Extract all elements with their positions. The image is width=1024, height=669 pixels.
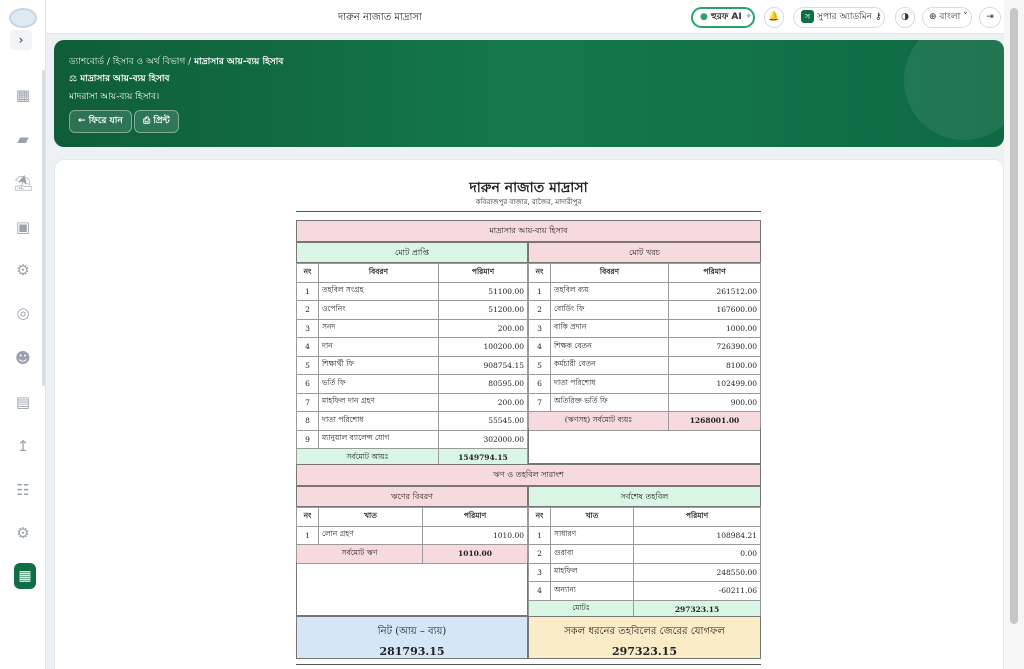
cell-amount: 1000.00 [669, 319, 761, 338]
logout-icon[interactable]: ⇥ [979, 7, 1001, 28]
cell-sl: 1 [297, 282, 319, 301]
table-row [529, 393, 761, 412]
table-row [297, 526, 528, 545]
cell-sl: 2 [529, 545, 551, 564]
back-label: ফিরে যান [88, 116, 123, 126]
cell-amount: 0.00 [634, 545, 761, 564]
cell-amount: 908754.15 [439, 356, 528, 375]
col-desc: বিবরণ [551, 264, 669, 283]
col-amount: পরিমাণ [669, 264, 761, 283]
col-sl: নং [529, 508, 551, 527]
loan-table [296, 507, 528, 564]
page-title [69, 71, 170, 86]
cell-sl: 9 [297, 430, 319, 449]
income-title: মোট প্রাপ্তি [296, 242, 528, 263]
net-value: 281793.15 [379, 645, 445, 658]
book-icon[interactable]: ▤ [15, 393, 31, 411]
expense-empty-area [528, 428, 761, 464]
col-head: খাত [551, 508, 634, 527]
loan-section-title: ঋণ ও তহবিল সারাংশ [296, 464, 761, 486]
col-sl: নং [529, 264, 551, 283]
loan-total-label: সর্বমোট ঋণ [297, 545, 423, 564]
cell-desc: সনদ [319, 319, 439, 338]
cell-desc: ওপেনিং [319, 301, 439, 320]
table-row [529, 563, 761, 582]
dashboard-icon[interactable]: ▦ [15, 86, 31, 104]
palette-icon[interactable]: ◑ [895, 7, 915, 28]
settings-icon[interactable]: ⚙ [16, 524, 30, 542]
fund-title: সর্বশেষ তহবিল [528, 486, 761, 507]
cell-amount: 51200.00 [439, 301, 528, 320]
cell-sl: 3 [297, 319, 319, 338]
cell-desc: তহবিল সংগ্রহ [319, 282, 439, 301]
cell-sl: 2 [297, 301, 319, 320]
cell-sl: 6 [529, 375, 551, 394]
table-row [529, 526, 761, 545]
cell-sl: 1 [297, 526, 319, 545]
cell-amount: 102499.00 [669, 375, 761, 394]
avatar: স [801, 10, 814, 23]
globe-icon: ⊕ [929, 12, 937, 22]
table-row [529, 545, 761, 564]
cell-amount: 1010.00 [423, 526, 528, 545]
cell-sl: 6 [297, 375, 319, 394]
fund-table [528, 507, 761, 619]
loan-title: ঋণের বিবরণ [296, 486, 528, 507]
scale-icon: ⚖ [69, 74, 78, 84]
ai-button[interactable]: ● হুরফ AI ✦ [691, 7, 755, 28]
divider [296, 211, 761, 212]
calculator-icon[interactable]: ▦ [14, 563, 36, 589]
expense-table [528, 263, 761, 431]
cell-amount: 900.00 [669, 393, 761, 412]
table-row [529, 319, 761, 338]
arrow-left-icon: ← [78, 116, 86, 126]
key-icon: ⚷ [874, 12, 882, 22]
cell-desc: কর্মচারী বেতন [551, 356, 669, 375]
cell-sl: 1 [529, 282, 551, 301]
table-row [529, 582, 761, 601]
page-header [54, 40, 1004, 147]
clipboard-icon[interactable]: ▣ [15, 218, 31, 236]
table-row [529, 282, 761, 301]
cell-desc: শিক্ষার্থী ফি [319, 356, 439, 375]
income-table [296, 263, 528, 468]
cell-sl: 5 [297, 356, 319, 375]
cell-sl: 3 [529, 563, 551, 582]
upload-icon[interactable]: ↥ [16, 437, 30, 455]
sidebar-toggle-button[interactable]: › [10, 30, 32, 50]
cell-sl: 3 [529, 319, 551, 338]
table-row [529, 301, 761, 320]
fund-total-label: মোটঃ [529, 600, 634, 619]
loan-total-row [297, 545, 528, 564]
grand-label: সকল ধরনের তহবিলের জেরের যোগফল [564, 626, 725, 637]
cell-amount: 200.00 [439, 319, 528, 338]
cell-amount: 248550.00 [634, 563, 761, 582]
section-title: মাদ্রাসার আয়-ব্যয় হিসাব [296, 220, 761, 242]
table-row [297, 356, 528, 375]
cell-sl: 7 [297, 393, 319, 412]
sidebar-scrollbar[interactable] [42, 70, 45, 386]
notification-bell-icon[interactable]: 🔔 [764, 7, 784, 28]
table-row [529, 356, 761, 375]
col-sl: নং [297, 508, 319, 527]
col-desc: বিবরণ [319, 264, 439, 283]
back-button[interactable] [69, 110, 132, 133]
cell-amount: 100200.00 [439, 338, 528, 357]
chevron-down-icon: ˅ [963, 12, 968, 22]
cell-sl: 5 [529, 356, 551, 375]
breadcrumb: ড্যাশবোর্ড / হিসাব ও অর্থ বিভাগ / মাদ্রাসার আয়-ব্যয় হিসাব [69, 57, 284, 67]
users-icon[interactable]: ☻ [15, 349, 31, 367]
print-label: প্রিন্ট [153, 116, 170, 126]
cell-desc: ভর্তি ফি [319, 375, 439, 394]
loan-total-value: 1010.00 [423, 545, 528, 564]
table-row [297, 338, 528, 357]
breadcrumb-current: মাদ্রাসার আয়-ব্যয় হিসাব [194, 57, 284, 67]
table-row [297, 375, 528, 394]
notes-icon[interactable]: ▰ [17, 130, 29, 148]
language-label: বাংলা [939, 12, 961, 22]
cell-amount: 108984.21 [634, 526, 761, 545]
cell-amount: 261512.00 [669, 282, 761, 301]
cell-desc: বাকি প্রদান [551, 319, 669, 338]
expense-total-label: (ঋণসহ) সর্বমোট ব্যয়ঃ [529, 412, 669, 431]
cell-desc: ম্যানুয়াল ব্যালেন্স যোগ [319, 430, 439, 449]
top-bar [46, 0, 1004, 34]
cell-amount: -60211.06 [634, 582, 761, 601]
cell-desc: তহবিল ব্যয় [551, 282, 669, 301]
decorative-circle [904, 40, 1004, 140]
report-address: কবিরাজপুর বাজার, রাজৈর, মাদারীপুর [475, 198, 582, 206]
cell-desc: লোন গ্রহণ [319, 526, 423, 545]
cell-sl: 4 [529, 338, 551, 357]
table-row [297, 282, 528, 301]
admin-label: সুপার অ্যাডমিন [817, 12, 873, 22]
fingerprint-icon[interactable]: ◎ [16, 304, 30, 322]
cell-desc: দান [319, 338, 439, 357]
cell-sl: 1 [529, 526, 551, 545]
col-amount: পরিমাণ [423, 508, 528, 527]
cell-desc: মাহফিল দান গ্রহণ [319, 393, 439, 412]
logo[interactable] [9, 8, 37, 28]
net-summary [296, 616, 528, 659]
report-title: দারুন নাজাত মাদ্রাসা [469, 180, 588, 196]
gear-icon[interactable]: ⚙ [16, 261, 30, 279]
table-row [297, 319, 528, 338]
cell-sl: 8 [297, 412, 319, 431]
beach-icon[interactable]: ⛱ [13, 174, 33, 192]
cell-amount: 51100.00 [439, 282, 528, 301]
cell-sl: 7 [529, 393, 551, 412]
cell-amount: 302000.00 [439, 430, 528, 449]
fund-total-value: 297323.15 [634, 600, 761, 619]
cell-desc: অন্যান্য [551, 582, 634, 601]
table-row [297, 412, 528, 431]
cell-amount: 726390.00 [669, 338, 761, 357]
cell-desc: বোর্ডিং ফি [551, 301, 669, 320]
cell-desc: দাতা পরিশোধ [319, 412, 439, 431]
breadcrumb-dashboard[interactable]: ড্যাশবোর্ড [69, 57, 105, 67]
user-card-icon[interactable]: ☷ [16, 481, 30, 499]
cell-amount: 8100.00 [669, 356, 761, 375]
cell-amount: 167600.00 [669, 301, 761, 320]
table-row [297, 301, 528, 320]
ai-label: হুরফ AI [711, 12, 742, 22]
admin-menu[interactable] [793, 7, 885, 28]
cell-amount: 80595.00 [439, 375, 528, 394]
net-label: নিট (আয় – ব্যয়) [377, 626, 447, 637]
print-button[interactable] [134, 110, 179, 133]
cell-desc: মাহফিল [551, 563, 634, 582]
page-scrollbar[interactable] [1004, 0, 1024, 669]
institution-name: দারুন নাজাত মাদ্রাসা [338, 12, 422, 23]
table-row [297, 393, 528, 412]
col-amount: পরিমাণ [439, 264, 528, 283]
income-total-value: 1549794.15 [439, 449, 528, 468]
grand-summary [528, 616, 761, 659]
grand-value: 297323.15 [611, 645, 678, 658]
cell-desc: গুরাবা [551, 545, 634, 564]
col-sl: নং [297, 264, 319, 283]
language-select[interactable] [922, 7, 972, 28]
page-title-text: মাদ্রাসার আয়-ব্যয় হিসাব [80, 74, 170, 84]
cell-desc: সাধারণ [551, 526, 634, 545]
breadcrumb-finance[interactable]: হিসাব ও অর্থ বিভাগ [112, 57, 186, 67]
cell-desc: দাতা পরিশোধ [551, 375, 669, 394]
cell-desc: শিক্ষক বেতন [551, 338, 669, 357]
expense-title: মোট খরচ [528, 242, 761, 263]
expense-total-value: 1268001.00 [669, 412, 761, 431]
loan-empty-area [296, 562, 528, 616]
sidebar [0, 0, 46, 669]
cell-sl: 4 [297, 338, 319, 357]
printer-icon: ⎙ [143, 116, 151, 126]
cell-sl: 2 [529, 301, 551, 320]
page-subtitle: মাদরাসা আয়-ব্যয় হিসাব। [69, 92, 160, 102]
table-row [297, 430, 528, 449]
cell-sl: 4 [529, 582, 551, 601]
cell-amount: 55545.00 [439, 412, 528, 431]
cell-desc: অতিরিক্ত ভর্তি ফি [551, 393, 669, 412]
col-head: খাত [319, 508, 423, 527]
income-total-label: সর্বমোট আয়ঃ [297, 449, 439, 468]
col-amount: পরিমাণ [634, 508, 761, 527]
divider [296, 664, 761, 665]
cell-amount: 200.00 [439, 393, 528, 412]
table-row [529, 375, 761, 394]
table-row [529, 338, 761, 357]
scrollbar-thumb[interactable] [1010, 8, 1018, 624]
